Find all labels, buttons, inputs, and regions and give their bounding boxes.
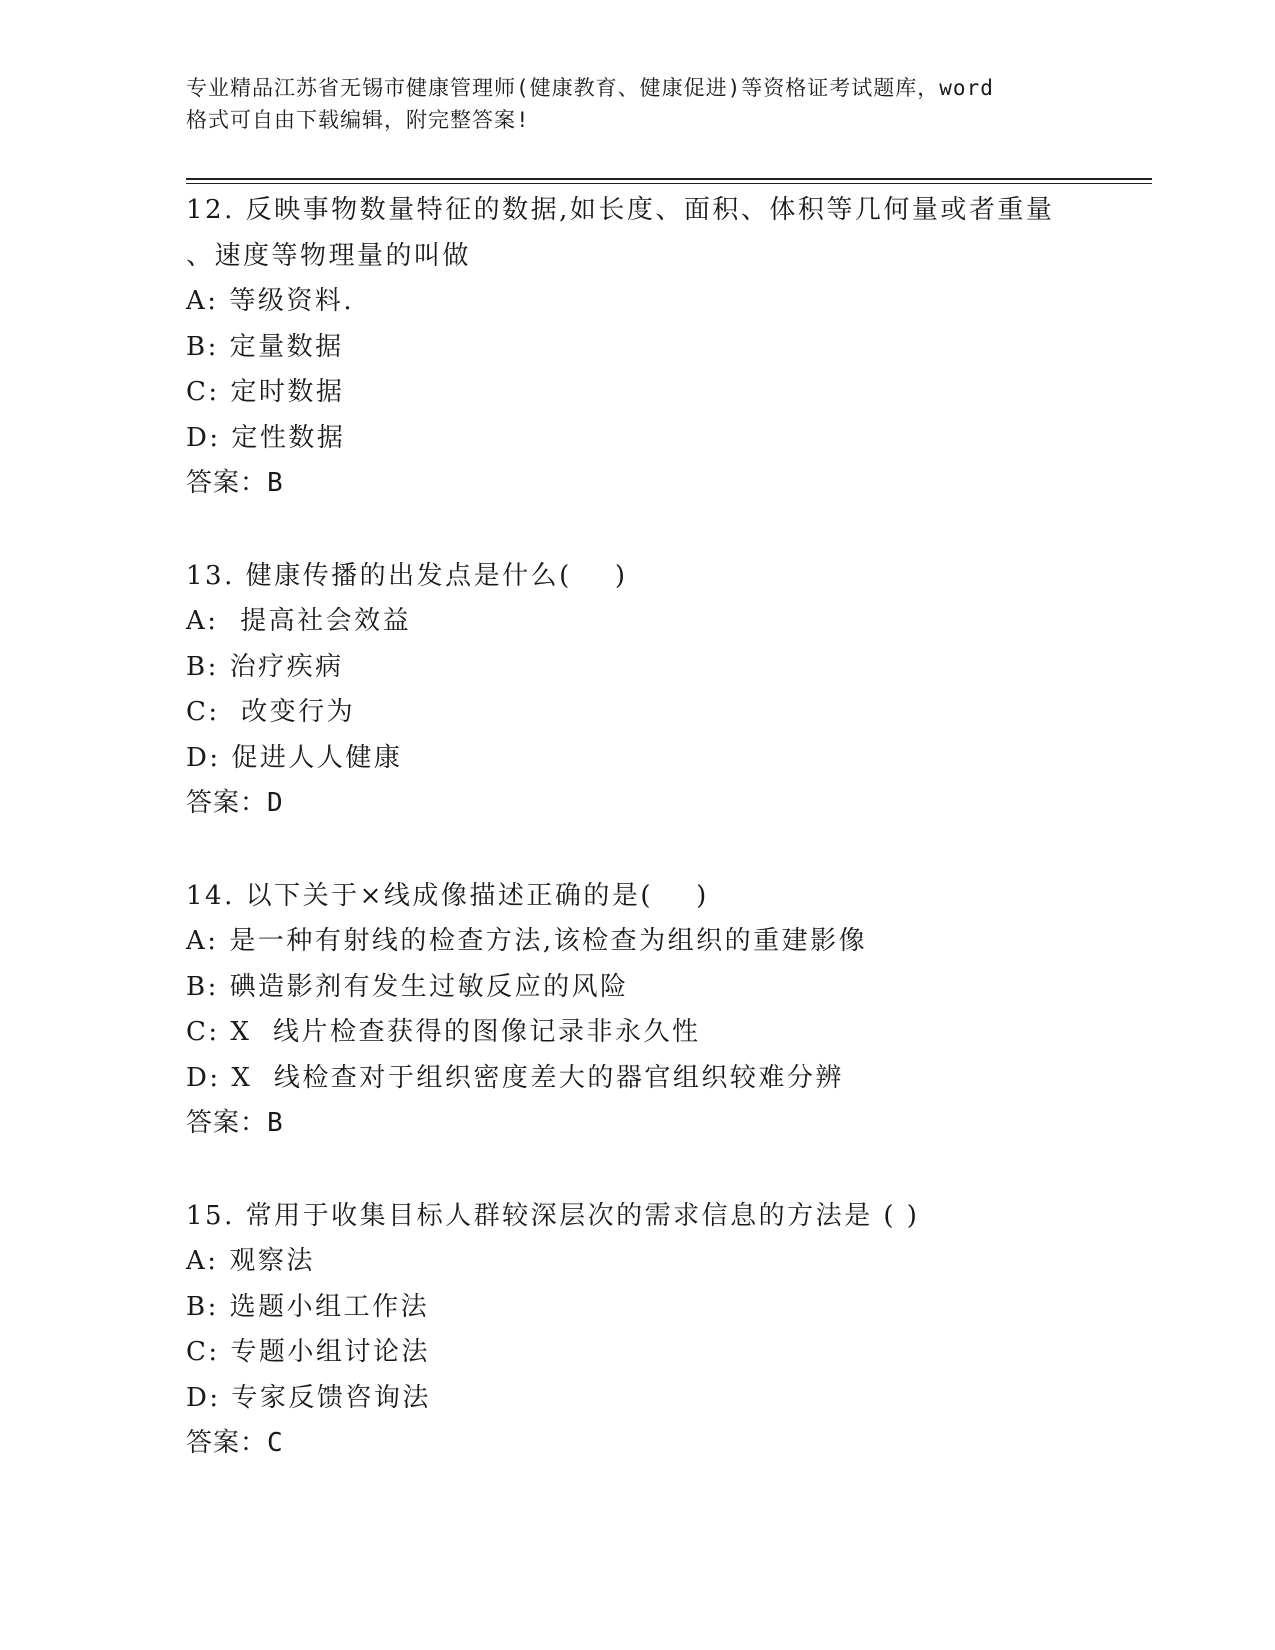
option-text: X 线片检查获得的图像记录非永久性 xyxy=(230,1017,701,1047)
option-key: D: xyxy=(186,422,221,453)
option-key: C: xyxy=(186,377,220,407)
question-12 xyxy=(186,188,1086,507)
option-key: B: xyxy=(186,971,219,1002)
option-c xyxy=(186,690,1086,736)
question-15 xyxy=(186,1194,1086,1467)
question-stem: 健康传播的出发点是什么( ) xyxy=(245,560,628,591)
option-text: 选题小组工作法 xyxy=(229,1291,430,1322)
answer-label: 答案： xyxy=(186,1108,268,1138)
option-key: B: xyxy=(186,1291,219,1322)
answer-line xyxy=(186,1101,1086,1147)
option-key: D: xyxy=(186,1062,221,1093)
option-text: 是一种有射线的检查方法,该检查为组织的重建影像 xyxy=(229,926,868,956)
answer-line xyxy=(186,781,1086,827)
answer-value: D xyxy=(267,788,284,818)
answer-line xyxy=(186,461,1086,507)
question-stem: 反映事物数量特征的数据,如长度、面积、体积等几何量或者重量 xyxy=(245,195,1055,225)
question-number: 13. xyxy=(186,560,235,591)
header-divider-thick xyxy=(186,178,1152,180)
question-14 xyxy=(186,874,1086,1147)
option-a xyxy=(186,919,1086,965)
option-text: 定量数据 xyxy=(229,331,344,362)
option-key: A: xyxy=(186,606,219,636)
question-text-continued: 、速度等物理量的叫做 xyxy=(186,240,472,271)
option-a xyxy=(186,279,1086,325)
question-number: 15. xyxy=(186,1200,235,1231)
option-text: 促进人人健康 xyxy=(231,742,403,773)
option-a xyxy=(186,1239,1086,1285)
option-key: D: xyxy=(186,1382,221,1413)
question-stem: 以下关于×线成像描述正确的是( ) xyxy=(245,880,709,911)
header-line-2: 格式可自由下载编辑，附完整答案! xyxy=(186,108,530,132)
option-text: 等级资料. xyxy=(229,286,355,316)
option-text: 专题小组讨论法 xyxy=(230,1337,430,1367)
answer-value: B xyxy=(267,1108,284,1138)
answer-value: B xyxy=(267,468,284,498)
option-a xyxy=(186,599,1086,645)
option-b xyxy=(186,965,1086,1011)
question-text xyxy=(186,1194,1086,1240)
option-d xyxy=(186,416,1086,462)
option-b xyxy=(186,325,1086,371)
question-number: 12. xyxy=(186,195,235,225)
question-text xyxy=(186,188,1086,234)
option-text: X 线检查对于组织密度差大的器官组织较难分辨 xyxy=(231,1062,844,1093)
question-text xyxy=(186,554,1086,600)
answer-label: 答案： xyxy=(186,1428,268,1458)
header-line-1: 专业精品江苏省无锡市健康管理师(健康教育、健康促进)等资格证考试题库，word xyxy=(186,76,994,100)
option-key: C: xyxy=(186,1017,220,1047)
option-key: A: xyxy=(186,286,219,316)
option-key: A: xyxy=(186,926,219,956)
answer-label: 答案： xyxy=(186,468,268,498)
option-text: 定性数据 xyxy=(231,422,346,453)
option-c xyxy=(186,1330,1086,1376)
question-text xyxy=(186,874,1086,920)
option-key: B: xyxy=(186,331,219,362)
answer-line xyxy=(186,1421,1086,1467)
question-list xyxy=(186,188,1086,1514)
question-number: 14. xyxy=(186,880,235,911)
option-c xyxy=(186,370,1086,416)
option-text: 提高社会效益 xyxy=(229,606,412,636)
option-text: 改变行为 xyxy=(230,697,356,727)
option-key: D: xyxy=(186,742,221,773)
option-text: 观察法 xyxy=(229,1246,315,1276)
option-key: B: xyxy=(186,651,219,682)
option-key: C: xyxy=(186,697,220,727)
answer-value: C xyxy=(267,1428,284,1458)
option-text: 治疗疾病 xyxy=(229,651,344,682)
option-text: 专家反馈咨询法 xyxy=(231,1382,431,1413)
option-b xyxy=(186,1285,1086,1331)
option-key: C: xyxy=(186,1337,220,1367)
option-d xyxy=(186,1376,1086,1422)
option-b xyxy=(186,645,1086,691)
header-divider-thin xyxy=(186,183,1152,184)
option-text: 定时数据 xyxy=(230,377,345,407)
option-c xyxy=(186,1010,1086,1056)
option-key: A: xyxy=(186,1246,219,1276)
option-d xyxy=(186,736,1086,782)
document-header xyxy=(186,72,1086,136)
option-text: 碘造影剂有发生过敏反应的风险 xyxy=(229,971,629,1002)
question-stem: 常用于收集目标人群较深层次的需求信息的方法是 ( ) xyxy=(245,1200,920,1231)
answer-label: 答案： xyxy=(186,788,268,818)
option-d xyxy=(186,1056,1086,1102)
question-13 xyxy=(186,554,1086,827)
